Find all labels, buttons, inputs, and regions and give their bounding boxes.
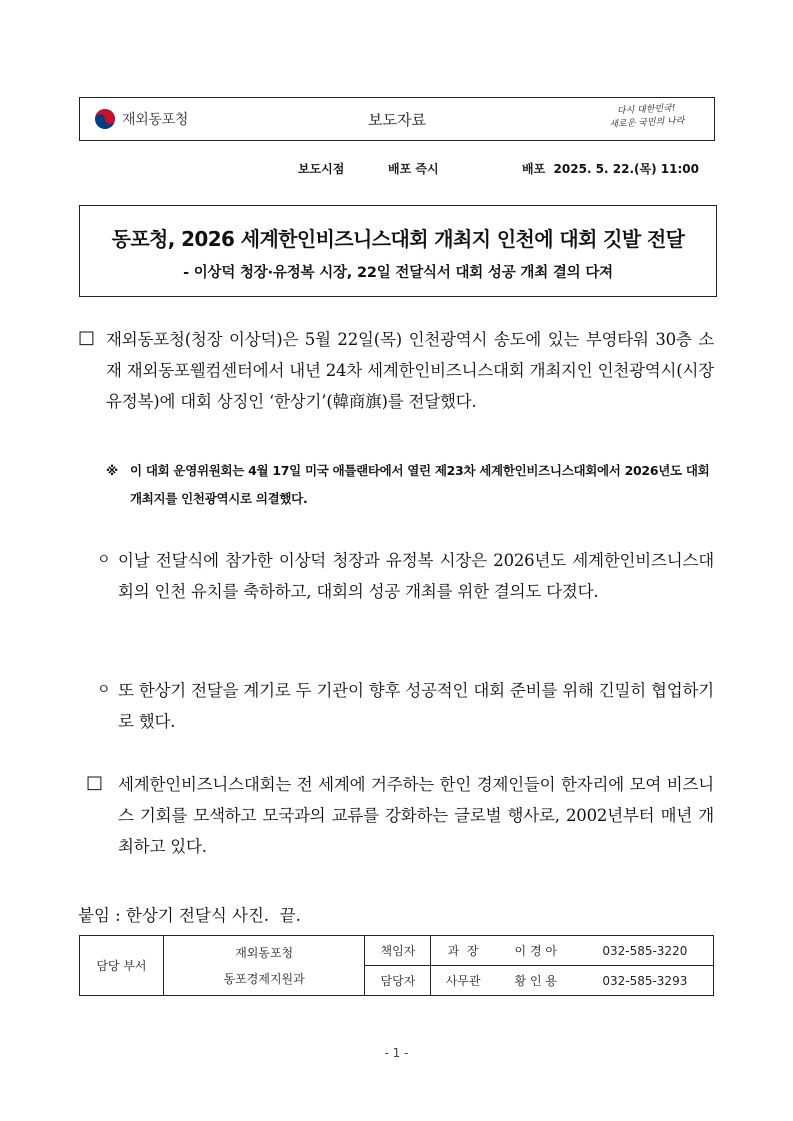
paragraph-2: 이날 전달식에 참가한 이상덕 청장과 유정복 시장은 2026년도 세계한인비즈니스대회의 인천 유치를 축하하고, 대회의 성공 개최를 위한 결의도 다졌다. [118, 551, 714, 601]
title-cell: 과 장 [431, 936, 495, 966]
name-cell: 황 인 용 [495, 966, 577, 996]
role-cell: 담당자 [365, 966, 431, 996]
title-box [79, 205, 717, 297]
attachment-line: 붙임 : 한상기 전달식 사진. 끝. [78, 906, 301, 925]
logo-text: 재외동포청 [122, 112, 189, 128]
dept-label: 담당 부서 [80, 936, 164, 996]
paragraph-1: 재외동포청(청장 이상덕)은 5월 22일(목) 인천광역시 송도에 있는 부영타워 30층 소재 재외동포웰컴센터에서 내년 24차 세계한인비즈니스대회 개최지인 인천광역시(시장 유정복)에 대회 상징인 ‘한상기’(韓商旗)를 전달했다. [106, 330, 714, 411]
dept-name [163, 936, 365, 996]
title-cell: 사무관 [431, 966, 495, 996]
paragraph-3: 또 한상기 전달을 계기로 두 기관이 향후 성공적인 대회 준비를 위해 긴밀히 협업하기로 했다. [118, 681, 714, 731]
paragraph-4: 세계한인비즈니스대회는 전 세계에 거주하는 한인 경제인들이 한자리에 모여 비즈니스 기회를 모색하고 모국과의 교류를 강화하는 글로벌 행사로, 2002년부터 매년 개최하고 있다. [118, 775, 714, 856]
header-box [79, 97, 715, 141]
note-marker: ※ [106, 463, 118, 478]
name-cell: 이 경 아 [495, 936, 577, 966]
page-number: - 1 - [384, 1046, 409, 1060]
slogan-line-1: 다시 대한민국! [616, 103, 676, 117]
bullet-marker: ㅇ [97, 552, 111, 568]
release-date: 배포 2025. 5. 22.(목) 11:00 [522, 162, 699, 176]
phone-cell: 032-585-3220 [577, 936, 714, 966]
phone-cell: 032-585-3293 [577, 966, 714, 996]
note-text: 이 대회 운영위원회는 4월 17일 미국 애틀랜타에서 열린 제23차 세계한인비즈니스대회에서 2026년도 대회 개최지를 인천광역시로 의결했다. [130, 463, 710, 506]
contact-table [79, 935, 714, 996]
bullet-marker: ㅇ [97, 682, 111, 698]
dept-line-2: 동포경제지원과 [223, 971, 305, 986]
page-title: 동포청, 2026 세계한인비즈니스대회 개최지 인천에 대회 깃발 전달 [111, 227, 685, 251]
release-label: 보도시점 [298, 162, 345, 176]
release-timing: 배포 즉시 [388, 162, 439, 176]
table-row [80, 936, 714, 966]
page-subtitle: - 이상덕 청장·유정복 시장, 22일 전달식서 대회 성공 개최 결의 다져 [183, 265, 613, 281]
role-cell: 책임자 [365, 936, 431, 966]
slogan [608, 102, 685, 132]
checkbox-marker: □ [86, 772, 104, 793]
checkbox-marker: □ [78, 327, 96, 348]
dept-line-1: 재외동포청 [235, 945, 294, 960]
slogan-line-2: 새로운 국민의 나라 [608, 116, 685, 130]
doc-type-label: 보도자료 [368, 111, 426, 129]
